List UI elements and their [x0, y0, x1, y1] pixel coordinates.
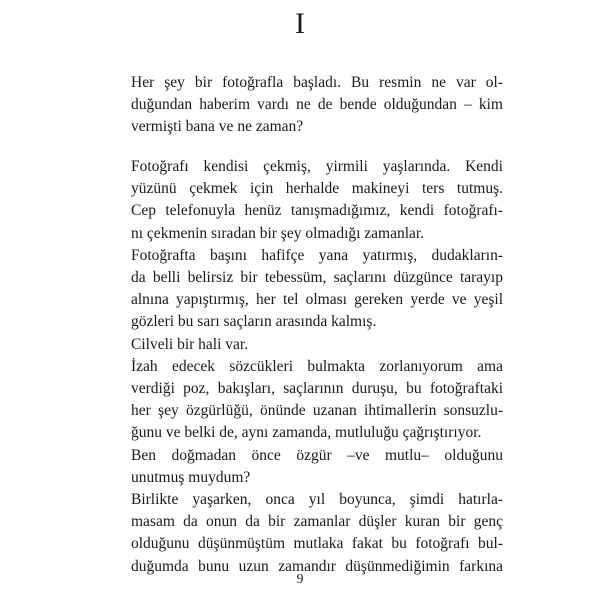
page-number: 9 [296, 572, 304, 587]
text-line: Birlikte yaşarken, onca yıl boyunca, şimdi hatırla- [131, 491, 503, 509]
text-line: gözleri bu sarı saçların arasında kalmış. [131, 313, 377, 331]
paragraph [103, 245, 503, 334]
text-line: Cep telefonuyla henüz tanışmadığımız, kendi fotoğrafı- [131, 202, 503, 220]
text-line: Fotoğrafta başını hafifçe yana yatırmış, dudakların- [131, 246, 503, 264]
main-section [103, 156, 503, 578]
chapter-number: I [295, 7, 305, 40]
text-line: unutmuş muydum? [131, 468, 251, 486]
text-line: İzah edecek sözcükleri bulmakta zorlanıyorum ama [131, 357, 503, 375]
text-line: ğunu ve belki de, aynı zamanda, mutluluğu çağrıştırıyor. [131, 424, 482, 442]
text-line: vermişti bana ve ne zaman? [131, 118, 304, 136]
text-line: da belli belirsiz bir tebessüm, saçlarını düzgünce tarayıp [131, 269, 503, 287]
paragraph [103, 445, 503, 489]
text-line: Ben doğmadan önce özgür –ve mutlu– olduğunu [131, 446, 503, 464]
text-line: nı çekmenin sıradan bir şey olmadığı zamanlar. [131, 224, 425, 242]
text-line: duğumda bunu uzun zamandır düşünmediğimin farkına [131, 557, 503, 575]
paragraph [103, 72, 503, 139]
text-line: her şey özgürlüğü, önünde uzanan ihtimallerin sonsuzlu- [131, 402, 503, 420]
text-line: Fotoğrafı kendisi çekmiş, yirmili yaşlarında. Kendi [131, 158, 503, 175]
text-line: alnına yapıştırmış, her tel olması gereken yerde ve yeşil [131, 291, 503, 309]
text-line: duğundan haberim vardı ne de bende olduğundan – kim [131, 96, 503, 114]
text-line: yüzünü çekmek için herhalde makineyi ters tutmuş. [131, 180, 503, 198]
text-line: verdiği poz, bakışları, saçlarının duruşu, bu fotoğraftaki [131, 380, 503, 398]
text-line: olduğunu düşünmüştüm mutlaka fakat bu fotoğrafı bul- [131, 535, 503, 553]
paragraph [103, 489, 503, 578]
text-line: Cilveli bir hali var. [131, 335, 249, 353]
paragraph [103, 334, 503, 356]
text-line: masam da onun da bir zamanlar düşler kuran bir genç [131, 513, 503, 531]
paragraph [103, 356, 503, 445]
opening-section [103, 72, 503, 139]
text-line: Her şey bir fotoğrafla başladı. Bu resmin ne var ol- [131, 74, 503, 91]
paragraph [103, 156, 503, 245]
